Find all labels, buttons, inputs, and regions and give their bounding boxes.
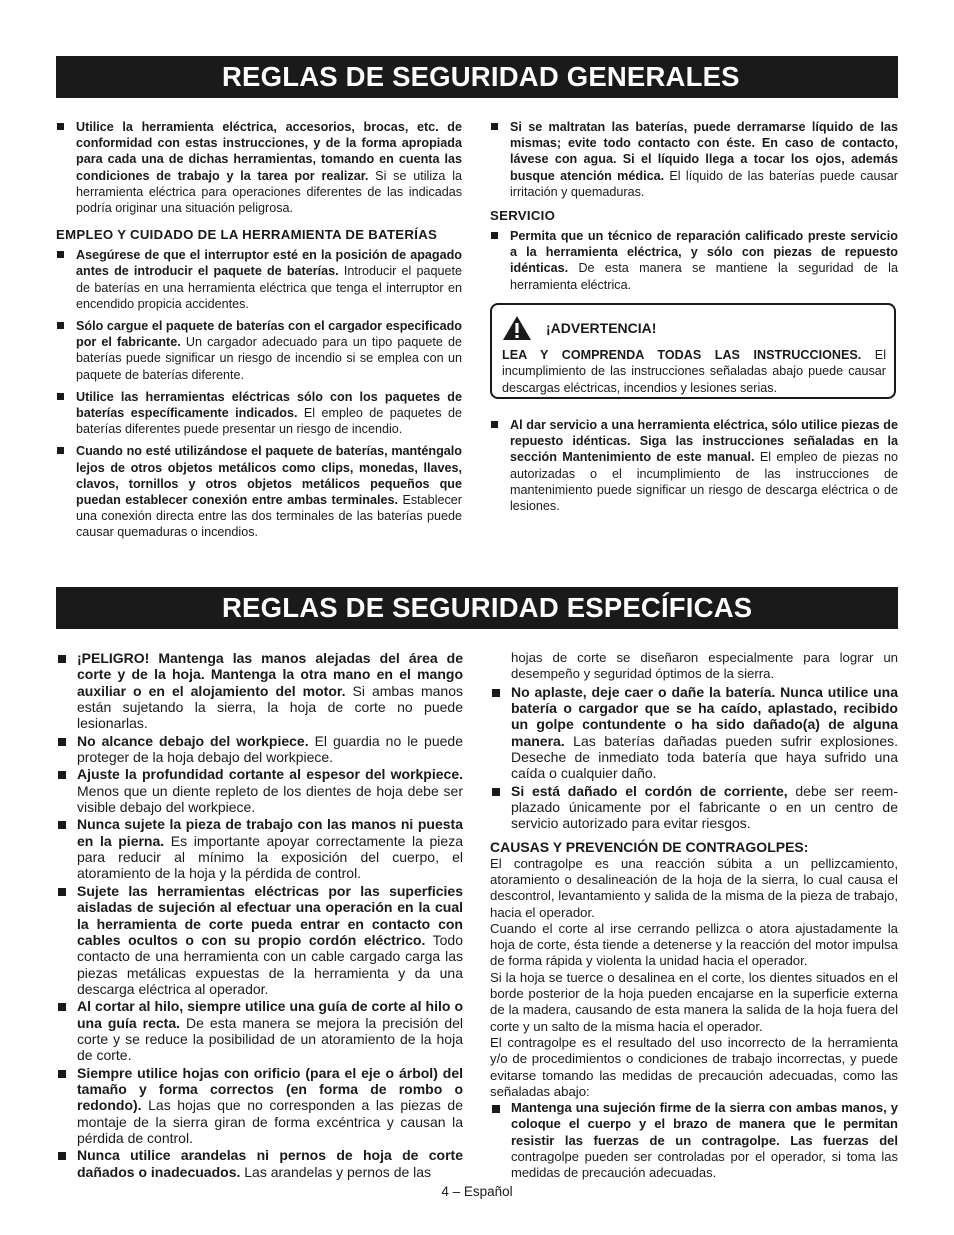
specific-item xyxy=(56,766,463,815)
item-text: El líquido de las baterías puede causar irritación y quemaduras. xyxy=(510,168,899,199)
item-text: Establecer una conexión directa entre las dos terminales de las baterías puede causar quemaduras o incendios. xyxy=(76,493,462,540)
warning-box xyxy=(490,303,896,399)
service-section-heading: SERVICIO xyxy=(490,208,556,224)
item-text: Menos que un diente repleto de los dientes de hoja debe ser visible debajo del workpiece. xyxy=(77,782,463,816)
item-bold-text: Nunca sujete la pieza de trabajo con las manos ni puesta en la pierna. xyxy=(77,816,463,849)
kickback-paragraph: Si la hoja se tuerce o desalinea en el corte, los dientes situados en el borde posterior de la hoja pueden encajarse en la superficie externa de la madera, causando de esta manera la salida de la hoja fuera del corte y un salto de la misma hacia el operador. xyxy=(490,969,898,1034)
specific-item xyxy=(56,883,463,997)
item-text: Un cargador adecuado para un tipo paquete de baterías puede significar un riesgo de incendio si se emplea con un paquete de baterías diferente. xyxy=(76,335,462,382)
item-bold-text: Utilice las herramientas eléctricas sólo con los paquetes de baterías específicamente indicados. xyxy=(76,389,462,421)
item-bold-text: No alcance debajo del workpiece. xyxy=(77,732,309,749)
warning-body-text: El incumplimiento de las instrucciones señaladas abajo puede causar descargas eléctricas, incendios y lesiones serias. xyxy=(502,348,887,395)
general-rules-banner: REGLAS DE SEGURIDAD GENERALES xyxy=(56,56,898,98)
item-text: debe ser reem-plazado únicamente por el fabricante o en un centro de servicio autorizado para evitar riesgos. xyxy=(511,782,898,832)
item-bold-text: Ajuste la profundidad cortante al espesor del workpiece. xyxy=(77,766,463,783)
kickback-paragraph: El contragolpe es el resultado del uso incorrecto de la herramienta y/o de procedimientos o condiciones de trabajo incorrectas, y puede evitarse tomando las medidas de precaución adecuadas, como las señaladas abajo: xyxy=(490,1034,898,1099)
item-bold-text: Sujete las herramientas eléctricas por las superficies aisladas de sujeción al efectuar una operación en la cual la herramienta de corte pueda entrar en contacto con cables ocultos o con su propio cordón eléctrico. xyxy=(77,882,463,948)
general-intro-item xyxy=(56,119,462,216)
kickback-item xyxy=(490,1100,898,1181)
battery-item xyxy=(56,247,462,312)
battery-item xyxy=(56,318,462,383)
item-text: Las hojas que no corresponden a las piezas de montaje de la sierra giran de forma excéntrica y causan la pérdida de control. xyxy=(77,1097,463,1146)
warning-header xyxy=(502,315,886,341)
item-bold-text: Mantenga una sujeción firme de la sierra con ambas manos, y coloque el cuerpo y el brazo de manera que le permitan resistir las fuerzas de un contragolpe. Las fuerzas del xyxy=(511,1100,898,1148)
page-footer: 4 – Español xyxy=(441,1184,513,1199)
item-bold-text: Permita que un técnico de reparación calificado preste servicio a la herramienta eléctrica, y sólo con piezas de repuesto idénticas. xyxy=(510,229,898,276)
item-bold-text: Siempre utilice hojas con orificio (para el eje o árbol) del tamaño y forma correctos (en forma de rombo o redondo). xyxy=(77,1064,463,1114)
item-text: Es importante apoyar correctamente la pieza para reducir al mínimo la exposición del cuerpo, el atoramiento de la hoja y la pérdida de control. xyxy=(77,832,463,882)
item-text: Las arandelas y pernos de las xyxy=(240,1163,432,1180)
battery-item xyxy=(56,389,462,438)
item-bold-text: Al cortar al hilo, siempre utilice una guía de corte al hilo o una guía recta. xyxy=(77,998,463,1031)
item-bold-text: Al dar servicio a una herramienta eléctrica, sólo utilice piezas de repuesto idénticas. Siga las instrucciones señaladas en la sección Mantenimiento de este manual. xyxy=(510,418,898,465)
general-right-column xyxy=(490,119,898,299)
item-text: Todo contacto de una herramienta con un cable cargado carga las piezas metálicas expuestas de la herramienta y da una descarga eléctrica al operador. xyxy=(77,931,463,997)
specific-item xyxy=(490,684,898,782)
item-text: Si ambas manos están sujetando la sierra, la hoja de corte no puede lesionarlas. xyxy=(77,682,463,732)
battery-item xyxy=(56,443,462,540)
battery-item xyxy=(490,119,898,200)
item-text: contragolpe pueden ser controladas por el operador, si toma las medidas de precaución adecuadas. xyxy=(511,1149,898,1181)
specific-item xyxy=(490,783,898,832)
specific-right-column xyxy=(490,650,898,1183)
item-bold-text: No aplaste, deje caer o dañe la batería. Nunca utilice una batería o cargador que se ha caído, aplastado, recibido un golpe contundente o ha sido dañado(a) de alguna manera. xyxy=(511,683,898,749)
service-item xyxy=(490,417,898,514)
continuation-text: hojas de corte se diseñaron especialmente para lograr un desempeño y seguridad óptimos de la sierra. xyxy=(511,650,898,682)
item-text: El guardia no le puede proteger de la hoja debajo del workpiece. xyxy=(77,732,463,766)
specific-item xyxy=(56,650,463,732)
item-bold-text: Asegúrese de que el interruptor esté en la posición de apagado antes de introducir el paquete de baterías. xyxy=(76,248,462,279)
specific-item xyxy=(56,1065,463,1147)
item-text: De esta manera se mejora la precisión del corte y se reduce la posibilidad de un atoramiento de la hoja de corte. xyxy=(77,1014,463,1064)
item-text: De esta manera se mantiene la seguridad de la herramienta eléctrica. xyxy=(510,261,898,292)
item-text: Las baterías dañadas pueden sufrir explosiones. Deseche de inmediato toda batería que haya sufrido una caída o cualquier daño. xyxy=(511,732,898,782)
general-right-column-lower xyxy=(490,417,898,520)
warning-bold-text: LEA Y COMPRENDA TODAS LAS INSTRUCCIONES. xyxy=(502,348,862,362)
item-bold-text: Utilice la herramienta eléctrica, accesorios, brocas, etc. de conformidad con estas instrucciones, y de la forma apropiada para cada una de dichas herramientas, tomando en cuenta las condiciones de trabajo y la tarea por realizar. xyxy=(76,120,462,183)
kickback-paragraph: Cuando el corte al irse cerrando pellizca o atora ajustadamente la hoja de corte, ésta tiende a detenerse y la reacción del motor impulsa de forma rápida y violenta la unidad hacia el operador. xyxy=(490,920,898,969)
specific-item xyxy=(56,998,463,1063)
warning-title: ¡ADVERTENCIA! xyxy=(546,320,657,336)
specific-item xyxy=(56,816,463,881)
general-left-column xyxy=(56,119,462,547)
item-text: Introducir el paquete de baterías en una herramienta eléctrica que tenga el interruptor en encendido propicia accidentes. xyxy=(76,264,462,311)
item-bold-text: Si se maltratan las baterías, puede derramarse líquido de las mismas; evite todo contacto con éste. En caso de contacto, lávese con agua. Si el líquido llega a tocar los ojos, además busque atención médica. xyxy=(510,120,898,183)
service-item xyxy=(490,228,898,293)
kickback-paragraph: El contragolpe es una reacción súbita a un pellizcamiento, atoramiento o desalineación de la hoja de la sierra, lo cual causa el descontrol, levantamiento y salida de la misma de la pieza de trabajo, hacia el operador. xyxy=(490,855,898,920)
item-bold-text: Si está dañado el cordón de corriente, xyxy=(511,782,788,799)
specific-item xyxy=(56,733,463,766)
item-bold-text: ¡PELIGRO! Mantenga las manos alejadas del área de corte y de la hoja. Mantenga la otra mano en el mango auxiliar o en el alojamiento del motor. xyxy=(77,650,463,699)
item-bold-text: Sólo cargue el paquete de baterías con el cargador especificado por el fabricante. xyxy=(76,319,462,350)
battery-section-heading: EMPLEO Y CUIDADO DE LA HERRAMIENTA DE BATERÍAS xyxy=(56,227,438,243)
specific-rules-banner: REGLAS DE SEGURIDAD ESPECÍFICAS xyxy=(56,587,898,629)
item-text: El empleo de paquetes de baterías diferentes puede presentar un riesgo de incendio. xyxy=(76,406,462,437)
warning-triangle-icon xyxy=(502,315,532,341)
specific-item xyxy=(56,1147,463,1180)
item-bold-text: Cuando no esté utilizándose el paquete de baterías, manténgalo lejos de otros objetos metálicos como clips, monedas, llaves, clavos, tornillos y otros objetos metálicos pequeños que puedan establecer conexión entre ambas terminales. xyxy=(76,444,462,508)
item-text: Si se utiliza la herramienta eléctrica para operaciones diferentes de las indicadas podría originar una situación peligrosa. xyxy=(76,168,463,216)
warning-text xyxy=(502,347,886,396)
item-bold-text: Nunca utilice arandelas ni pernos de hoja de corte dañados o inadecuados. xyxy=(77,1147,463,1180)
item-text: El empleo de piezas no autorizadas o el incumplimiento de las instrucciones de mantenimiento puede significar un riesgo de descarga eléctrica o de lesiones. xyxy=(510,450,899,514)
kickback-heading: CAUSAS Y PREVENCIÓN DE CONTRAGOLPES: xyxy=(490,838,809,855)
specific-left-column xyxy=(56,650,463,1181)
